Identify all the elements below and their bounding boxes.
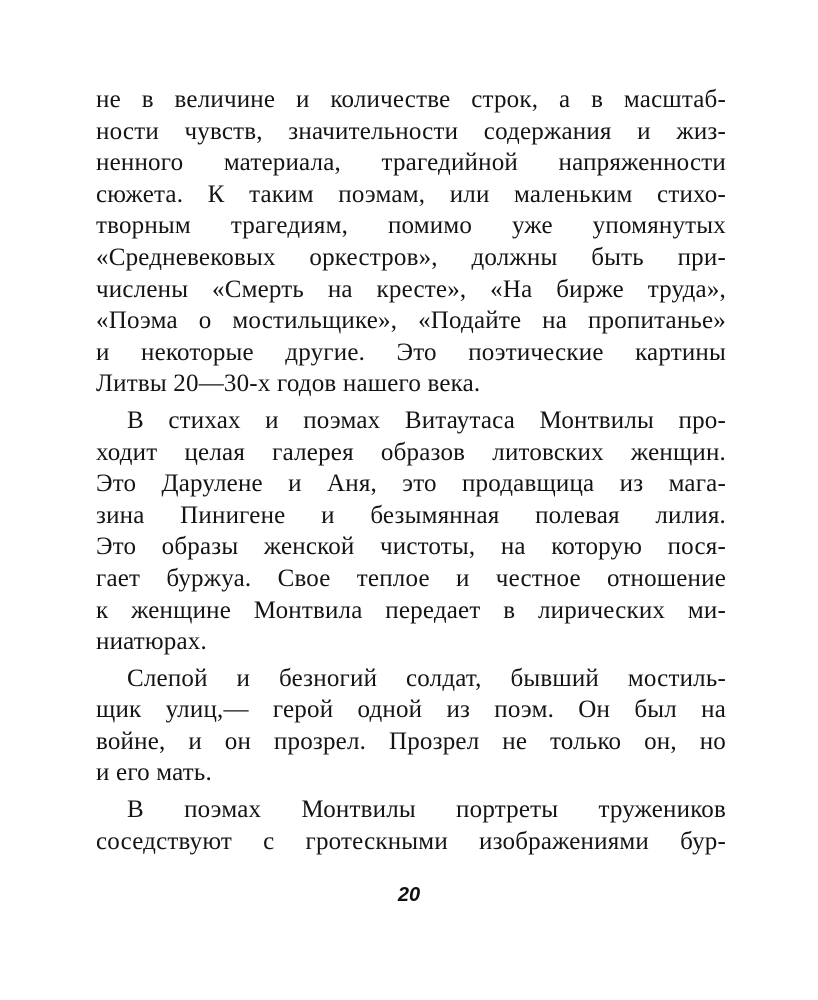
text-line: щик улиц,— герой одной из поэм. Он был на bbox=[96, 696, 726, 724]
paragraph-4 bbox=[96, 794, 726, 857]
text-line: и некоторые другие. Это поэтические картины bbox=[96, 338, 726, 366]
text-line: соседствуют с гротескными изображениями бур- bbox=[96, 827, 726, 855]
text-line: ходит целая галерея образов литовских женщин. bbox=[96, 438, 726, 466]
text-line: В стихах и поэмах Витаутаса Монтвилы про- bbox=[127, 406, 726, 434]
paragraph-2 bbox=[96, 405, 726, 658]
page-body bbox=[96, 84, 726, 857]
text-line: Это образы женской чистоты, на которую пося- bbox=[96, 533, 726, 561]
page-number: 20 bbox=[397, 884, 421, 906]
text-line: «Средневековых оркестров», должны быть при- bbox=[96, 243, 726, 271]
text-line: ниатюрах. bbox=[96, 628, 207, 656]
paragraph-3 bbox=[96, 663, 726, 789]
text-line: не в величине и количестве строк, а в масштаб- bbox=[96, 86, 726, 113]
text-line: В поэмах Монтвилы портреты тружеников bbox=[127, 796, 726, 824]
text-line: творным трагедиям, помимо уже упомянутых bbox=[96, 212, 726, 240]
paragraph-1 bbox=[96, 84, 726, 400]
text-line: к женщине Монтвила передает в лирических ми- bbox=[96, 596, 726, 624]
text-line: войне, и он прозрел. Прозрел не только он, но bbox=[96, 727, 726, 755]
text-line: числены «Смерть на кресте», «На бирже труда», bbox=[96, 275, 726, 303]
text-line: зина Пинигене и безымянная полевая лилия. bbox=[96, 501, 726, 529]
text-line: Слепой и безногий солдат, бывший мостиль- bbox=[127, 664, 726, 692]
text-line: ненного материала, трагедийной напряженности bbox=[96, 149, 726, 177]
text-line: и его мать. bbox=[96, 759, 212, 787]
text-line: гает буржуа. Свое теплое и честное отношение bbox=[96, 564, 726, 592]
text-line: «Поэма о мостильщике», «Подайте на пропитанье» bbox=[96, 307, 726, 335]
text-line: сюжета. К таким поэмам, или маленьким стихо- bbox=[96, 180, 726, 208]
text-line: Это Дарулене и Аня, это продавщица из мага- bbox=[96, 470, 726, 498]
text-line: Литвы 20—30-х годов нашего века. bbox=[96, 370, 481, 398]
text-line: ности чувств, значительности содержания и жиз- bbox=[96, 117, 726, 145]
